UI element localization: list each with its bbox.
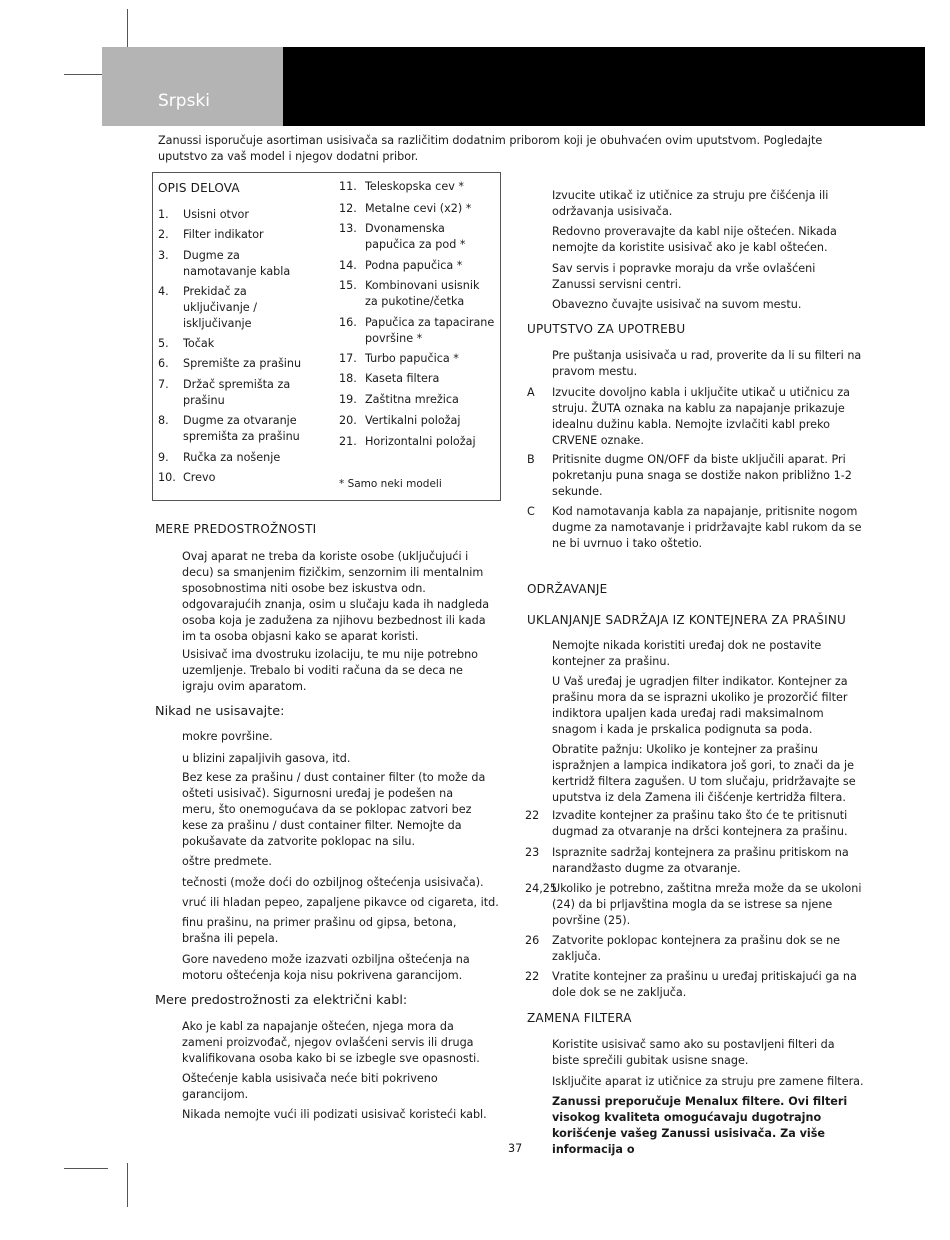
header-black-block (283, 47, 925, 126)
container-emptying-heading: UKLANJANJE SADRŽAJA IZ KONTEJNERA ZA PRAŠINU (527, 613, 847, 627)
filter-paragraph: Isključite aparat iz utičnice za struju pre zamene filtera. (552, 1075, 864, 1088)
precautions-paragraph: Ovaj aparat ne treba da koriste osobe (uključujući i decu) sa smanjenim fizičkim, senzornim ili mentalnim sposobnostima niti osobe bez iskustva odn. odgovarajućih znanja, osim u slučaju kada ih nadgleda osoba koja je zadužena za njihovu bezbednost ili kada im ta osoba objasni kako se aparat koristi. (182, 550, 490, 643)
list-item: Bez kese za prašinu / dust container filter (to može da ošteti usisivač). Sigurnosni uređaj je podešen na meru, što onemogućava da se poklopac zatvori bez kese za prašinu / dust container filter. Nemojte da pokušavate da zatvorite poklopac na silu. (182, 771, 486, 848)
cable-paragraph: Oštećenje kabla usisivača neće biti pokriveno garancijom. (182, 1072, 438, 1101)
parts-footnote: * Samo neki modeli (339, 478, 442, 490)
maintenance-paragraph: U Vaš uređaj je ugradjen filter indikator. Kontejner za prašinu mora da se isprazni ukoliko je prozorčić filter indiktora upaljen kada uređaj radi maksimalnom snagom i kada je prskalica podignuta sa poda. (552, 675, 848, 736)
list-item: Gore navedeno može izazvati ozbiljna oštećenja na motoru oštećenja koja nisu pokrivena garancijom. (182, 953, 470, 982)
precautions-heading: MERE PREDOSTROŽNOSTI (155, 522, 317, 536)
safety-paragraph: Obavezno čuvajte usisivač na suvom mestu. (552, 298, 802, 311)
precautions-paragraph: Usisivač ima dvostruku izolaciju, te mu nije potrebno uzemljenje. Trebalo bi voditi računa da se deca ne igraju ovim aparatom. (182, 648, 478, 693)
cable-paragraph: Nikada nemojte vući ili podizati usisivač koristeći kabl. (182, 1108, 487, 1121)
header-grey-block (102, 47, 283, 126)
cable-paragraph: Ako je kabl za napajanje oštećen, njega mora da zameni proizvođač, njegov ovlašćeni servis ili druga kvalifikovana osoba kako bi se izbegle sve opasnosti. (182, 1020, 480, 1065)
parts-heading: OPIS DELOVA (158, 181, 240, 195)
crop-mark (127, 1163, 128, 1207)
usage-heading: UPUTSTVO ZA UPOTREBU (527, 322, 686, 336)
list-item: finu prašinu, na primer prašinu od gipsa, betona, brašna ili pepela. (182, 916, 457, 945)
language-title: Srpski (158, 91, 210, 111)
safety-paragraph: Sav servis i popravke moraju da vrše ovlašćeni Zanussi servisni centri. (552, 262, 816, 291)
never-vacuum-heading: Nikad ne usisavajte: (155, 704, 285, 719)
filter-paragraph: Koristite usisivač samo ako su postavljeni filteri da biste sprečili gubitak usisne snage. (552, 1038, 835, 1067)
page-number: 37 (508, 1142, 523, 1155)
maintenance-paragraph: Obratite pažnju: Ukoliko je kontejner za prašinu ispražnjen a lampica indikatora još gori, to znači da je kertridž filtera zagušen. U tom slučaju, pridržavajte se uputstva iz dela Zamena ili čišćenje kertridža filtera. (552, 743, 856, 804)
list-item: mokre površine. (182, 730, 273, 743)
list-item: tečnosti (može doći do ozbiljnog oštećenja usisivača). (182, 876, 484, 889)
list-item: vruć ili hladan pepeo, zapaljene pikavce od cigareta, itd. (182, 896, 499, 909)
crop-mark (127, 9, 128, 47)
list-item: u blizini zapaljivih gasova, itd. (182, 752, 351, 765)
maintenance-heading: ODRŽAVANJE (527, 582, 608, 596)
filter-replacement-heading: ZAMENA FILTERA (527, 1011, 632, 1025)
cable-precautions-heading: Mere predostrožnosti za električni kabl: (155, 993, 408, 1008)
filter-recommendation: Zanussi preporučuje Menalux filtere. Ovi filteri visokog kvaliteta omogućavaju dugotrajno korišćenje vašeg Zanussi usisivača. Za više informacija o (552, 1095, 848, 1156)
intro-text: Zanussi isporučuje asortiman usisivača sa različitim dodatnim priborom koji je obuhvaćen ovim uputstvom. Pogledajte uputstvo za vaš model i njegov dodatni pribor. (158, 134, 823, 163)
safety-paragraph: Izvucite utikač iz utičnice za struju pre čišćenja ili održavanja usisivača. (552, 189, 829, 218)
list-item: oštre predmete. (182, 855, 272, 868)
crop-mark (64, 1168, 108, 1169)
maintenance-paragraph: Nemojte nikada koristiti uređaj dok ne postavite kontejner za prašinu. (552, 639, 822, 668)
safety-paragraph: Redovno proveravajte da kabl nije oštećen. Nikada nemojte da koristite usisivač ako je kabl oštećen. (552, 225, 837, 254)
crop-mark (64, 74, 102, 75)
usage-intro: Pre puštanja usisivača u rad, proverite da li su filteri na pravom mestu. (552, 349, 862, 378)
